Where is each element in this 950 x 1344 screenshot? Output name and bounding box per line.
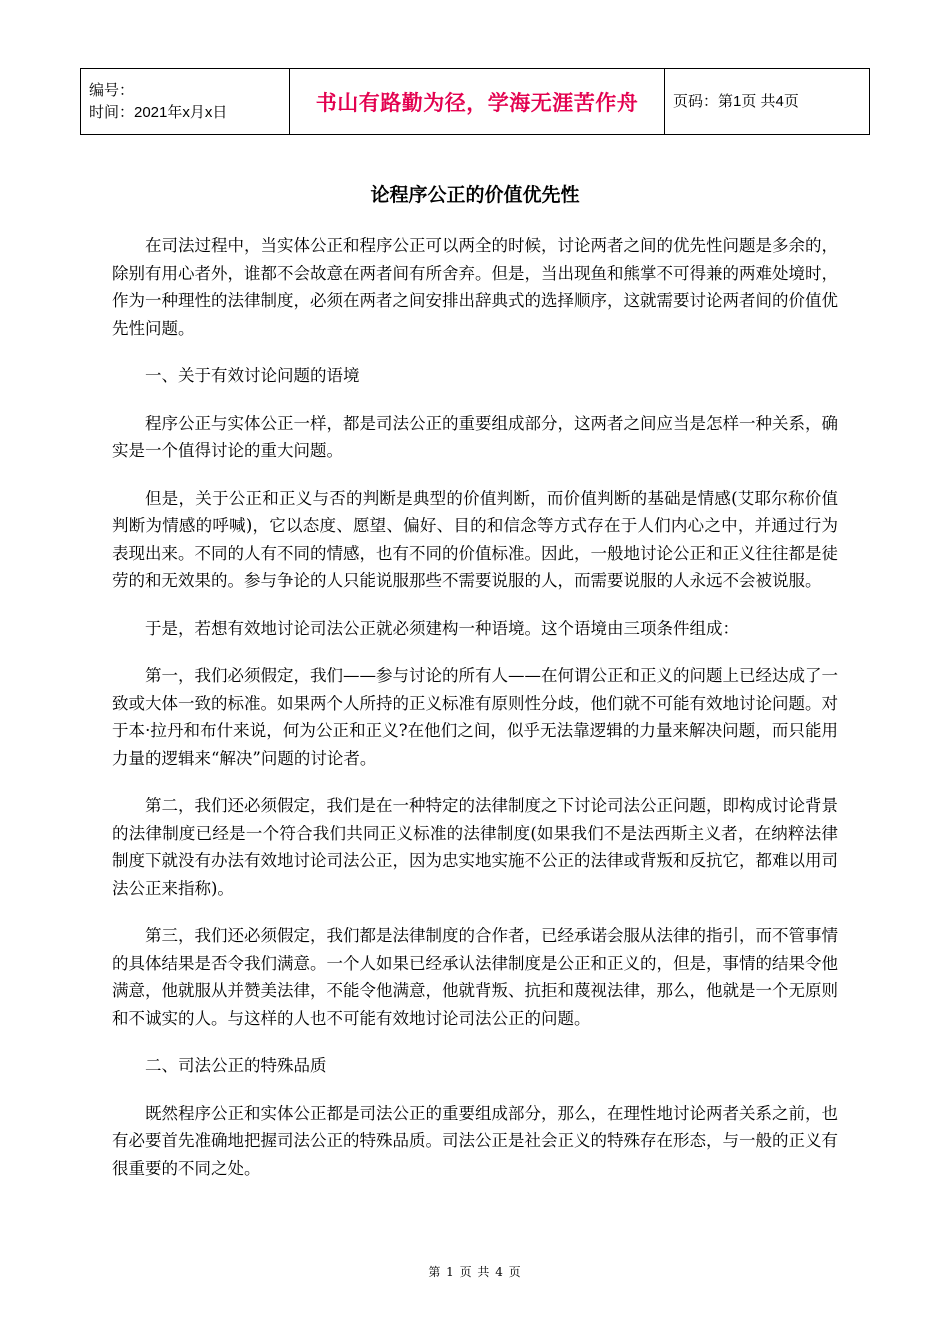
header-left-cell [81,69,290,135]
body-paragraph: 但是，关于公正和正义与否的判断是典型的价值判断，而价值判断的基础是情感(艾耶尔称价值判断为情感的呼喊)，它以态度、愿望、偏好、目的和信念等方式存在于人们内心之中，并通过行为表现出来。不同的人有不同的情感，也有不同的价值标准。因此，一般地讨论公正和正义往往都是徒劳的和无效果的。参与争论的人只能说服那些不需要说服的人，而需要说服的人永远不会被说服。 [112,488,838,590]
body-paragraph: 第一，我们必须假定，我们——参与讨论的所有人——在何谓公正和正义的问题上已经达成了一致或大体一致的标准。如果两个人所持的正义标准有原则性分歧，他们就不可能有效地讨论问题。对于本·拉丹和布什来说，何为公正和正义?在他们之间，似乎无法靠逻辑的力量来解决问题，而只能用力量的逻辑来“解决”问题的讨论者。 [112,666,838,768]
document-title: 论程序公正的价值优先性 [370,184,580,206]
body-paragraph: 程序公正与实体公正一样，都是司法公正的重要组成部分，这两者之间应当是怎样一种关系，确实是一个值得讨论的重大问题。 [112,413,838,460]
document-time-label: 时间：2021年x月x日 [89,103,228,121]
body-paragraph: 于是，若想有效地讨论司法公正就必须建构一种语境。这个语境由三项条件组成： [145,618,739,638]
section-heading: 二、司法公正的特殊品质 [145,1056,327,1075]
body-paragraph: 在司法过程中，当实体公正和程序公正可以两全的时候，讨论两者之间的优先性问题是多余的，除别有用心者外，谁都不会故意在两者间有所舍弃。但是，当出现鱼和熊掌不可得兼的两难处境时，作为一种理性的法律制度，必须在两者之间安排出辞典式的选择顺序，这就需要讨论两者间的价值优先性问题。 [112,236,838,338]
document-body [112,232,838,1202]
document-number-label: 编号： [89,81,135,99]
body-paragraph: 第三，我们还必须假定，我们都是法律制度的合作者，已经承诺会服从法律的指引，而不管事情的具体结果是否令我们满意。一个人如果已经承认法律制度是公正和正义的，但是，事情的结果令他满意，他就服从并赞美法律，不能令他满意，他就背叛、抗拒和蔑视法律，那么，他就是一个无原则和不诚实的人。与这样的人也不可能有效地讨论司法公正的问题。 [112,926,838,1028]
header-motto: 书山有路勤为径，学海无涯苦作舟 [315,89,639,115]
header-table [80,68,870,135]
page-footer: 第 1 页 共 4 页 [428,1265,522,1279]
body-paragraph: 第二，我们还必须假定，我们是在一种特定的法律制度之下讨论司法公正问题，即构成讨论背景的法律制度已经是一个符合我们共同正义标准的法律制度(如果我们不是法西斯主义者，在纳粹法律制度下就没有办法有效地讨论司法公正，因为忠实地实施不公正的法律或背叛和反抗它，都难以用司法公正来指称)。 [112,796,838,898]
header-page-info: 页码：第1页 共4页 [673,92,799,110]
body-paragraph: 既然程序公正和实体公正都是司法公正的重要组成部分，那么，在理性地讨论两者关系之前，也有必要首先准确地把握司法公正的特殊品质。司法公正是社会正义的特殊存在形态，与一般的正义有很重要的不同之处。 [112,1103,838,1178]
header-page-cell [665,69,870,135]
section-heading: 一、关于有效讨论问题的语境 [145,366,360,385]
header-motto-cell [290,69,665,135]
